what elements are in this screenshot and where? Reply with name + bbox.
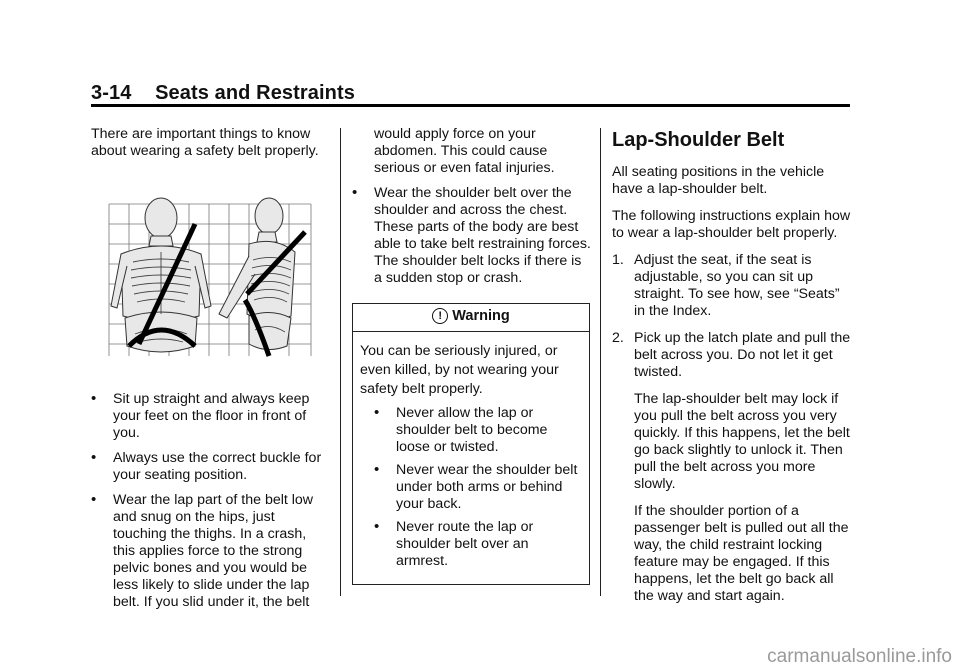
column-divider-2: [600, 128, 601, 596]
column-divider-1: [340, 128, 341, 596]
continued-text: would apply force on your abdomen. This could cause serious or even fatal injuries.: [374, 126, 555, 176]
page-number: 3-14: [91, 82, 132, 104]
bullet-icon: •: [91, 390, 97, 407]
bullet-text: Never wear the shoulder belt under both arms or behind your back.: [396, 462, 578, 512]
warning-header: [353, 304, 589, 332]
bullet-text: Always use the correct buckle for your seating position.: [113, 450, 322, 483]
list-item: [91, 492, 331, 611]
intro-paragraph: There are important things to know about wearing a safety belt properly.: [91, 126, 319, 159]
list-item: [374, 405, 581, 456]
list-item: [374, 462, 581, 513]
step-number: 1.: [612, 252, 624, 268]
bullet-text: Sit up straight and always keep your feet on the floor in front of you.: [113, 391, 310, 441]
bullet-text: Never route the lap or shoulder belt over an armrest.: [396, 519, 534, 569]
list-item: [352, 185, 592, 287]
step-text: Pick up the latch plate and pull the belt across you. Do not let it get twisted.: [634, 330, 851, 380]
column-2: [352, 126, 592, 585]
warning-box: [352, 303, 590, 585]
warning-title: Warning: [452, 308, 510, 324]
step-number: 2.: [612, 330, 624, 346]
bullet-icon: •: [374, 461, 380, 478]
column-1: [91, 126, 331, 619]
paragraph: The following instructions explain how to wear a lap-shoulder belt properly.: [612, 208, 851, 241]
column-3: [612, 126, 852, 615]
warning-icon: !: [432, 308, 448, 324]
bullet-icon: •: [374, 518, 380, 535]
bullet-text: Wear the shoulder belt over the shoulder and across the chest. These parts of the body are best able to take belt restraining forces. The shoulder belt locks if there is a sudden stop or crash.: [374, 185, 591, 286]
numbered-step: [612, 330, 852, 381]
list-item: [91, 450, 331, 484]
bullet-icon: •: [91, 491, 97, 508]
step-text: Adjust the seat, if the seat is adjustable, so you can sit up straight. To see how, see “Seats” in the Index.: [634, 252, 840, 319]
bullet-icon: •: [91, 449, 97, 466]
step-note: The lap-shoulder belt may lock if you pull the belt across you very quickly. If this happens, let the belt go back slightly to unlock it. Then pull the belt across you more slowly.: [634, 391, 850, 492]
bullet-icon: •: [352, 184, 358, 201]
warning-body: [353, 332, 589, 584]
page-header: [91, 82, 849, 105]
bullet-icon: •: [374, 404, 380, 421]
section-title: Seats and Restraints: [155, 82, 355, 104]
warning-text: You can be seriously injured, or even killed, by not wearing your safety belt properly.: [360, 343, 559, 397]
seatbelt-illustration: [99, 196, 321, 366]
paragraph: All seating positions in the vehicle have a lap-shoulder belt.: [612, 164, 825, 197]
list-item: [374, 519, 581, 570]
header-rule: [91, 104, 850, 107]
watermark: carmanualsonline.info: [767, 646, 952, 667]
list-item: [91, 391, 331, 442]
numbered-step: [612, 252, 852, 320]
bullet-text: Never allow the lap or shoulder belt to become loose or twisted.: [396, 405, 548, 455]
bullet-text: Wear the lap part of the belt low and snug on the hips, just touching the thighs. In a crash, this applies force to the strong pelvic bones and you would be less likely to slide under the lap belt. If you slid under it, the belt: [113, 492, 314, 610]
step-note: If the shoulder portion of a passenger belt is pulled out all the way, the child restraint locking feature may be engaged. If this happens, let the belt go back all the way and start again.: [634, 503, 849, 604]
section-heading: Lap-Shoulder Belt: [612, 129, 785, 151]
